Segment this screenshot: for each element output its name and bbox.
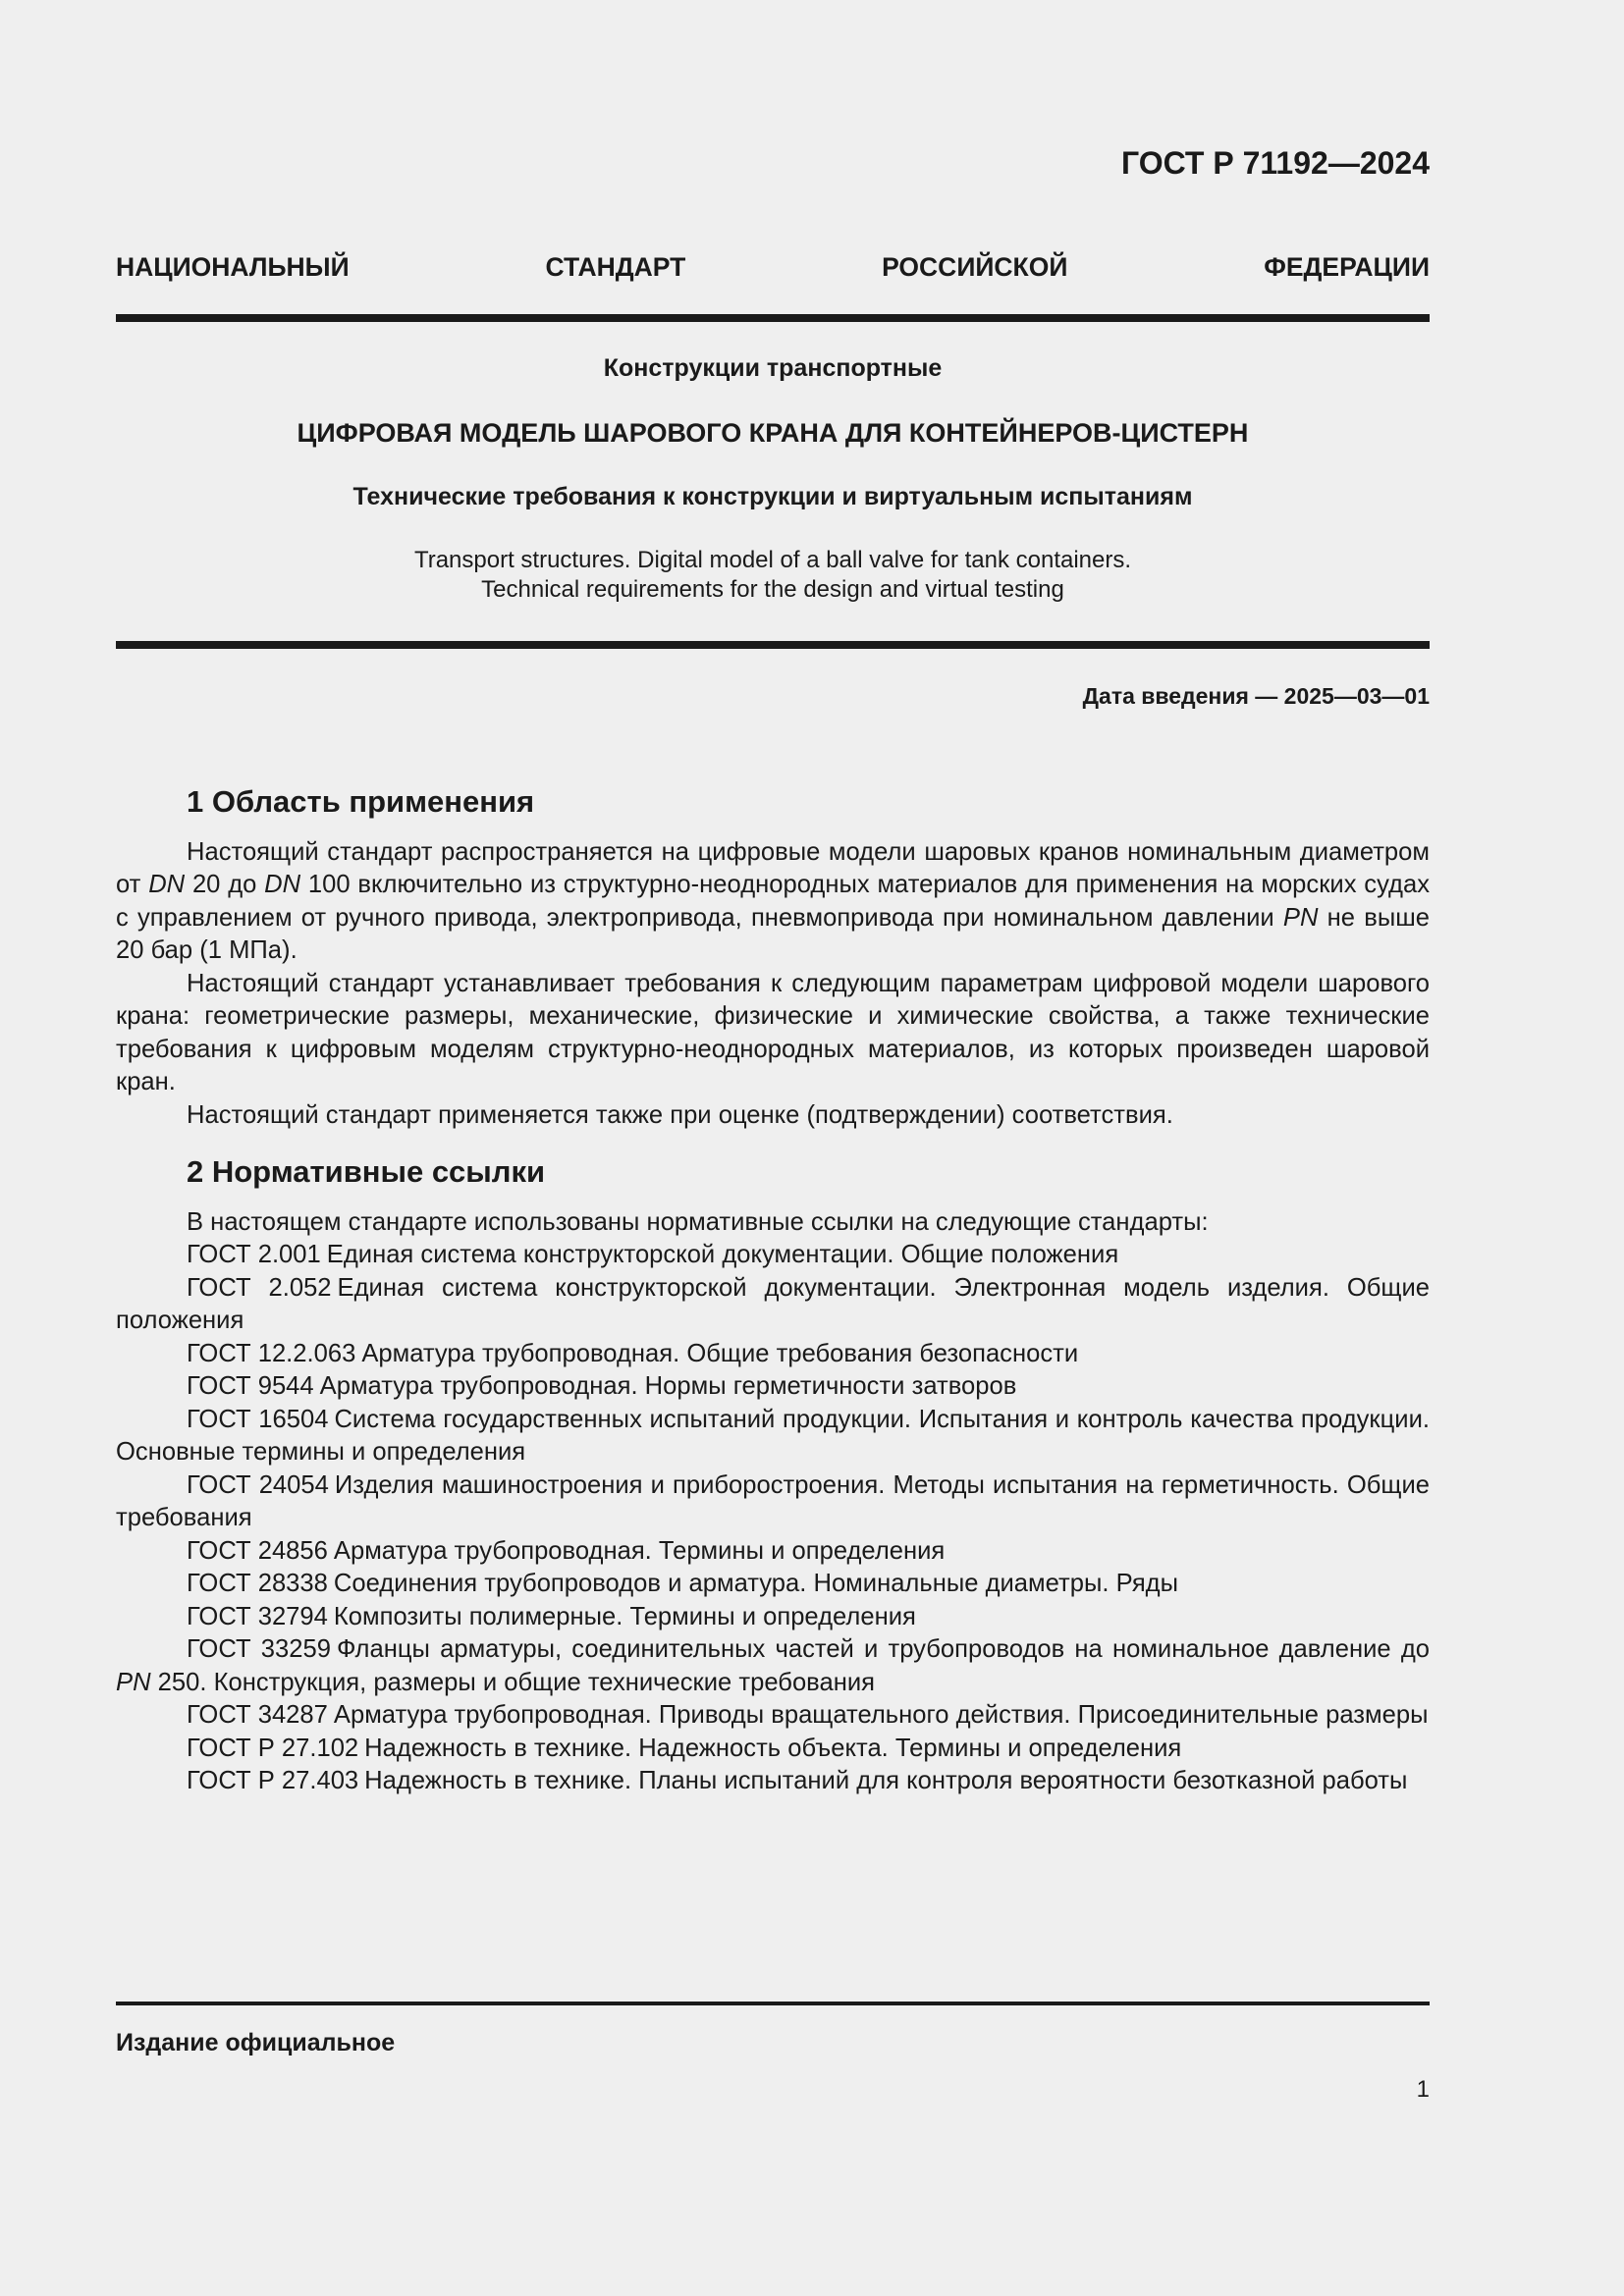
section-1-paragraph-1: Настоящий стандарт распространяется на цифровые модели шаровых кранов номинальным диаметром от DN 20 до DN 100 включительно из структурно-неоднородных материалов для применения на морских судах с управлением от ручного привода, электропривода, пневмопривода при номинальном давлении PN не выше 20 бар (1 МПа). bbox=[116, 837, 1430, 964]
reference-item bbox=[116, 1568, 1430, 1601]
subtitle: Технические требования к конструкции и виртуальным испытаниям bbox=[352, 483, 1193, 510]
reference-code: ГОСТ 24856 bbox=[187, 1536, 328, 1565]
reference-item bbox=[116, 1404, 1430, 1469]
reference-item bbox=[116, 1370, 1430, 1404]
reference-title: Композиты полимерные. Термины и определения bbox=[333, 1602, 916, 1630]
reference-code: ГОСТ 16504 bbox=[187, 1405, 329, 1433]
reference-title: Единая система конструкторской документации. Электронная модель изделия. Общие положения bbox=[116, 1273, 1430, 1334]
reference-title: Надежность в технике. Планы испытаний для контроля вероятности безотказной работы bbox=[364, 1767, 1408, 1794]
reference-item bbox=[116, 1469, 1430, 1535]
reference-code: ГОСТ Р 27.403 bbox=[187, 1767, 359, 1794]
english-title-line-2: Technical requirements for the design and virtual testing bbox=[481, 576, 1064, 603]
reference-list bbox=[116, 1239, 1430, 1798]
english-title bbox=[116, 546, 1430, 605]
reference-title: Система государственных испытаний продукции. Испытания и контроль качества продукции. Основные термины и определения bbox=[116, 1405, 1430, 1466]
section-1-paragraph-3: Настоящий стандарт применяется также при оценке (подтверждении) соответствия. bbox=[187, 1100, 1173, 1129]
reference-item bbox=[116, 1338, 1430, 1371]
english-title-line-1: Transport structures. Digital model of a ball valve for tank containers. bbox=[413, 547, 1132, 573]
reference-title: Арматура трубопроводная. Нормы герметичности затворов bbox=[319, 1372, 1017, 1400]
category-title: Конструкции транспортные bbox=[603, 354, 943, 382]
page-number: 1 bbox=[1416, 2076, 1430, 2103]
top-rule bbox=[116, 314, 1430, 322]
reference-code: ГОСТ 34287 bbox=[187, 1701, 328, 1729]
national-standard-banner: НАЦИОНАЛЬНЫЙ СТАНДАРТ РОССИЙСКОЙ ФЕДЕРАЦИИ bbox=[116, 252, 1430, 282]
section-2-intro: В настоящем стандарте использованы нормативные ссылки на следующие стандарты: bbox=[187, 1207, 1209, 1236]
reference-code: ГОСТ 9544 bbox=[187, 1372, 314, 1400]
document-code: ГОСТ Р 71192—2024 bbox=[1121, 145, 1430, 181]
footer-rule bbox=[116, 2002, 1430, 2005]
reference-pn: PN bbox=[116, 1668, 151, 1696]
reference-title: Единая система конструкторской документации. Общие положения bbox=[326, 1241, 1119, 1268]
reference-code: ГОСТ 12.2.063 bbox=[187, 1339, 356, 1367]
reference-title: Арматура трубопроводная. Общие требования безопасности bbox=[361, 1339, 1079, 1367]
reference-code: ГОСТ 2.052 bbox=[187, 1273, 332, 1302]
reference-item bbox=[116, 1239, 1430, 1272]
reference-title-rest: 250. Конструкция, размеры и общие технические требования bbox=[150, 1668, 876, 1696]
main-title: ЦИФРОВАЯ МОДЕЛЬ ШАРОВОГО КРАНА ДЛЯ КОНТЕЙНЕРОВ-ЦИСТЕРН bbox=[297, 418, 1249, 448]
section-1-paragraph-2: Настоящий стандарт устанавливает требования к следующим параметрам цифровой модели шарового крана: геометрические размеры, механические, физические и химические свойства, а также технические требования к цифровым моделям структурно-неоднородных материалов, из которых произведен шаровой кран. bbox=[116, 969, 1430, 1095]
reference-title: Надежность в технике. Надежность объекта. Термины и определения bbox=[364, 1734, 1182, 1762]
section-1-heading: 1 Область применения bbox=[187, 784, 535, 819]
introduction-date: Дата введения — 2025—03—01 bbox=[1082, 683, 1430, 709]
reference-title: Изделия машиностроения и приборостроения. Методы испытания на герметичность. Общие требования bbox=[116, 1470, 1430, 1531]
reference-item bbox=[116, 1765, 1430, 1798]
reference-code: ГОСТ 32794 bbox=[187, 1602, 328, 1630]
title-bottom-rule bbox=[116, 641, 1430, 649]
reference-code: ГОСТ 24054 bbox=[187, 1470, 329, 1499]
reference-title: Арматура трубопроводная. Термины и определения bbox=[333, 1536, 946, 1565]
reference-title: Арматура трубопроводная. Приводы вращательного действия. Присоединительные размеры bbox=[333, 1701, 1429, 1729]
reference-item bbox=[116, 1699, 1430, 1733]
reference-item bbox=[116, 1272, 1430, 1338]
reference-item bbox=[116, 1733, 1430, 1766]
reference-code: ГОСТ Р 27.102 bbox=[187, 1734, 359, 1762]
reference-code: ГОСТ 28338 bbox=[187, 1570, 328, 1597]
section-2-heading: 2 Нормативные ссылки bbox=[187, 1154, 546, 1189]
reference-item bbox=[116, 1535, 1430, 1569]
reference-item bbox=[116, 1633, 1430, 1699]
reference-title: Соединения трубопроводов и арматура. Номинальные диаметры. Ряды bbox=[333, 1570, 1179, 1597]
official-edition-label: Издание официальное bbox=[116, 2029, 396, 2056]
reference-code: ГОСТ 33259 bbox=[187, 1635, 331, 1663]
document-body bbox=[116, 785, 1430, 1798]
reference-code: ГОСТ 2.001 bbox=[187, 1241, 321, 1268]
reference-item bbox=[116, 1601, 1430, 1634]
reference-title: Фланцы арматуры, соединительных частей и трубопроводов на номинальное давление до bbox=[336, 1635, 1430, 1663]
